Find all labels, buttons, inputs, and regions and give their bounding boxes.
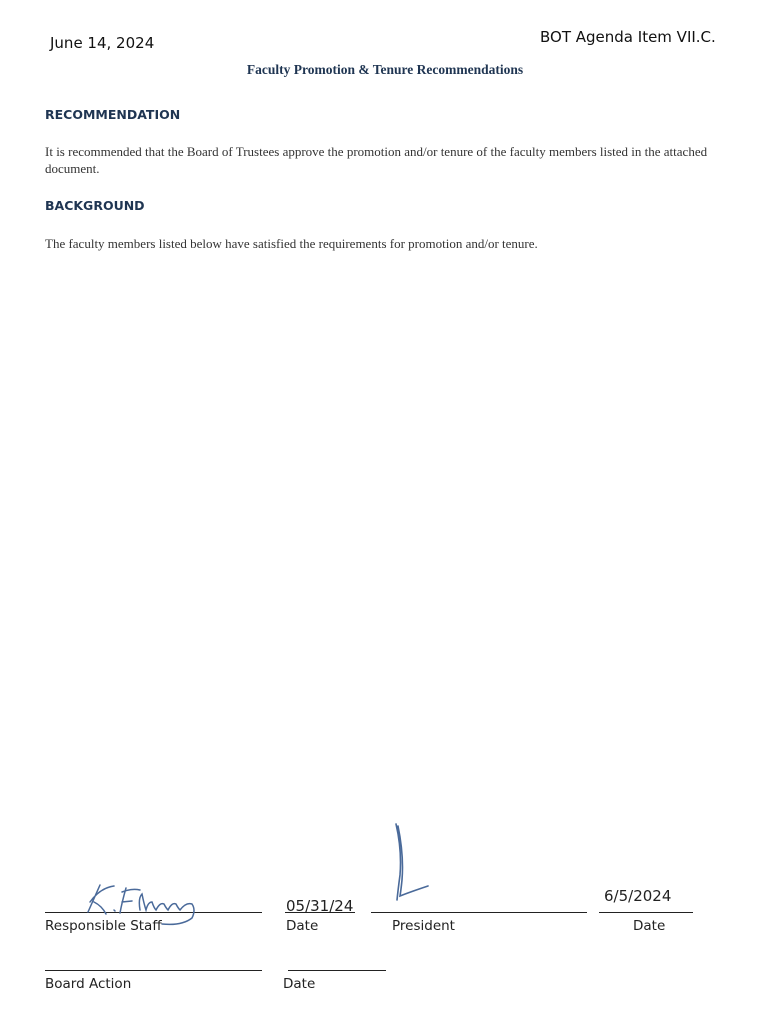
- president-signature: [388, 820, 438, 910]
- board-action-line: [45, 970, 262, 971]
- president-date-value: 6/5/2024: [604, 887, 672, 905]
- board-date-label: Date: [283, 976, 316, 992]
- president-line: [371, 912, 587, 913]
- board-action-label: Board Action: [45, 976, 132, 992]
- board-date-line: [288, 970, 386, 971]
- background-heading: BACKGROUND: [45, 198, 145, 213]
- president-date-label: Date: [633, 918, 666, 934]
- responsible-staff-label: Responsible Staff: [45, 918, 162, 934]
- president-label: President: [392, 918, 455, 934]
- president-date-line: [599, 912, 693, 913]
- recommendation-heading: RECOMMENDATION: [45, 107, 181, 122]
- document-title: Faculty Promotion & Tenure Recommendations: [246, 62, 524, 77]
- meeting-date: June 14, 2024: [50, 34, 155, 52]
- recommendation-text: It is recommended that the Board of Trustees approve the promotion and/or tenure of the faculty members listed in the attached document.: [45, 144, 708, 176]
- background-text: The faculty members listed below have satisfied the requirements for promotion and/or tenure.: [45, 236, 538, 251]
- staff-date-label: Date: [286, 918, 319, 934]
- agenda-item-label: BOT Agenda Item VII.C.: [540, 28, 716, 46]
- staff-date-value: 05/31/24: [286, 897, 354, 915]
